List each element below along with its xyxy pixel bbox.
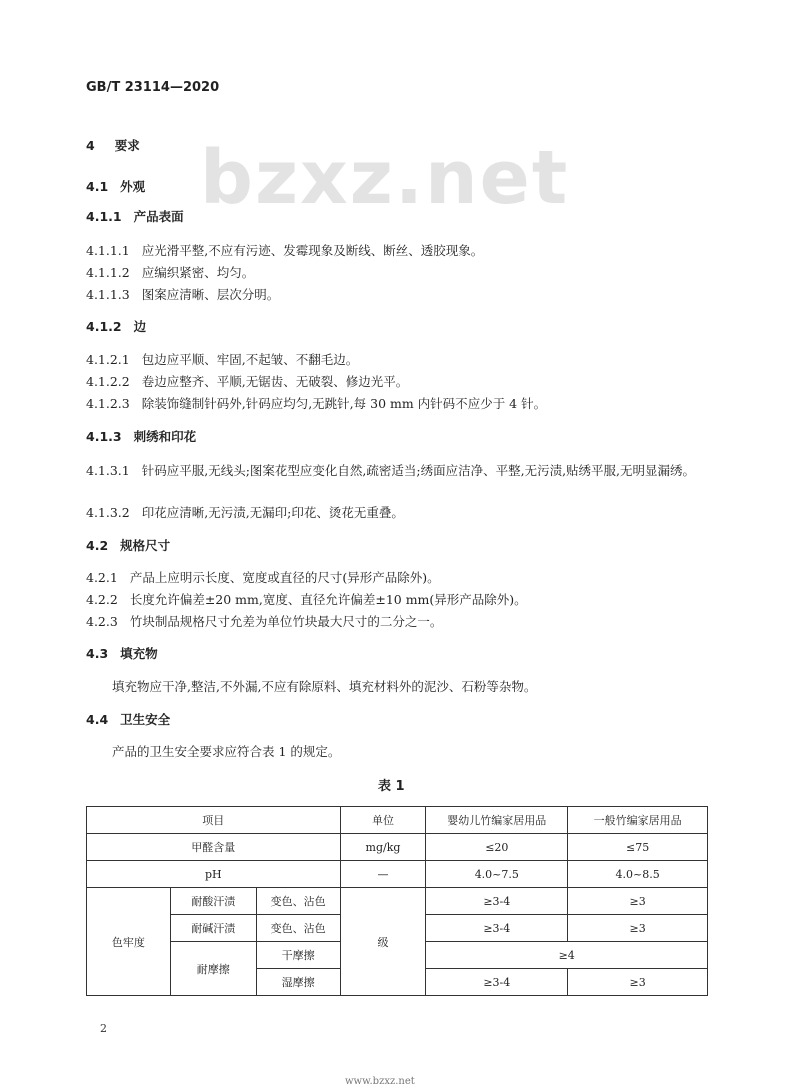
table-caption: 表 1 <box>378 779 405 794</box>
requirements-table <box>86 806 708 996</box>
cell-subitem: 耐酸汗渍 <box>170 888 256 915</box>
clause-number: 4.2.2 <box>86 592 118 607</box>
table-row <box>87 861 708 888</box>
header-unit: 单位 <box>340 807 426 834</box>
paragraph: 填充物应干净,整洁,不外漏,不应有除原料、填充材料外的泥沙、石粉等杂物。 <box>112 679 537 694</box>
cell-general: ≥3 <box>568 969 708 996</box>
section-heading <box>86 178 145 196</box>
cell-general: 4.0~8.5 <box>568 861 708 888</box>
clause-text: 印花应清晰,无污渍,无漏印;印花、烫花无重叠。 <box>141 505 404 520</box>
paragraph: 产品的卫生安全要求应符合表 1 的规定。 <box>112 744 341 759</box>
clause <box>86 264 254 282</box>
section-title: 填充物 <box>120 646 158 661</box>
section-heading <box>86 428 196 446</box>
clause <box>86 504 404 522</box>
section-number: 4 <box>86 138 95 153</box>
clause-number: 4.1.3.1 <box>86 463 130 478</box>
clause <box>86 351 358 369</box>
table-row <box>87 834 708 861</box>
section-number: 4.2 <box>86 538 109 553</box>
cell-general: ≥3 <box>568 915 708 942</box>
section-title: 要求 <box>114 138 140 153</box>
clause-text: 应编织紧密、均匀。 <box>141 265 255 280</box>
section-heading <box>86 137 140 155</box>
clause-number: 4.1.1.2 <box>86 265 130 280</box>
clause <box>86 591 527 609</box>
cell-infant: ≥3-4 <box>426 915 568 942</box>
clause-text: 除装饰缝制针码外,针码应均匀,无跳针,每 30 mm 内针码不应少于 4 针。 <box>141 396 547 411</box>
clause-number: 4.1.2.1 <box>86 352 130 367</box>
clause <box>86 460 706 482</box>
cell-subitem-detail: 湿摩擦 <box>256 969 340 996</box>
clause-number: 4.1.2.2 <box>86 374 130 389</box>
cell-item: 甲醛含量 <box>87 834 341 861</box>
section-number: 4.1.2 <box>86 319 122 334</box>
clause-number: 4.2.1 <box>86 570 118 585</box>
clause-text: 产品上应明示长度、宽度或直径的尺寸(异形产品除外)。 <box>129 570 440 585</box>
cell-infant: ≥3-4 <box>426 888 568 915</box>
section-heading <box>86 645 158 663</box>
cell-subitem: 耐碱汗渍 <box>170 915 256 942</box>
cell-infant: 4.0~7.5 <box>426 861 568 888</box>
table-header-row <box>87 807 708 834</box>
clause-number: 4.1.1.3 <box>86 287 130 302</box>
header-item: 项目 <box>87 807 341 834</box>
cell-general: ≤75 <box>568 834 708 861</box>
clause-text: 包边应平顺、牢固,不起皱、不翻毛边。 <box>141 352 359 367</box>
clause <box>86 286 279 304</box>
cell-combined: ≥4 <box>426 942 708 969</box>
footer-watermark: www.bzxz.net <box>345 1076 415 1087</box>
clause <box>86 395 546 413</box>
cell-item: 色牢度 <box>87 888 171 996</box>
section-heading <box>86 318 146 336</box>
clause-number: 4.1.2.3 <box>86 396 130 411</box>
cell-subitem-detail: 干摩擦 <box>256 942 340 969</box>
cell-general: ≥3 <box>568 888 708 915</box>
section-title: 外观 <box>120 179 146 194</box>
cell-item: pH <box>87 861 341 888</box>
section-heading <box>86 537 170 555</box>
header-infant: 婴幼儿竹编家居用品 <box>426 807 568 834</box>
cell-subitem: 耐摩擦 <box>170 942 256 996</box>
clause-text: 图案应清晰、层次分明。 <box>141 287 280 302</box>
clause-number: 4.2.3 <box>86 614 118 629</box>
cell-unit: 级 <box>340 888 426 996</box>
section-title: 规格尺寸 <box>120 538 171 553</box>
cell-infant: ≤20 <box>426 834 568 861</box>
cell-unit: mg/kg <box>340 834 426 861</box>
section-title: 边 <box>133 319 147 334</box>
section-title: 产品表面 <box>133 209 184 224</box>
header-general: 一般竹编家居用品 <box>568 807 708 834</box>
section-number: 4.4 <box>86 712 109 727</box>
clause <box>86 613 442 631</box>
clause-text: 长度允许偏差±20 mm,宽度、直径允许偏差±10 mm(异形产品除外)。 <box>129 592 527 607</box>
clause-number: 4.1.3.2 <box>86 505 130 520</box>
section-number: 4.1 <box>86 179 109 194</box>
clause-text: 应光滑平整,不应有污迹、发霉现象及断线、断丝、透胶现象。 <box>141 243 484 258</box>
section-title: 卫生安全 <box>120 712 171 727</box>
section-heading <box>86 711 170 729</box>
section-number: 4.1.1 <box>86 209 122 224</box>
section-number: 4.1.3 <box>86 429 122 444</box>
page-number: 2 <box>100 1022 107 1035</box>
section-heading <box>86 208 184 226</box>
cell-subitem-detail: 变色、沾色 <box>256 915 340 942</box>
watermark: bzxz.net <box>200 135 570 221</box>
clause <box>86 569 440 587</box>
standard-code: GB/T 23114—2020 <box>86 80 220 95</box>
cell-unit: — <box>340 861 426 888</box>
clause <box>86 242 483 260</box>
clause <box>86 373 408 391</box>
clause-number: 4.1.1.1 <box>86 243 130 258</box>
cell-subitem-detail: 变色、沾色 <box>256 888 340 915</box>
clause-text: 针码应平服,无线头;图案花型应变化自然,疏密适当;绣面应洁净、平整,无污渍,贴绣平服,无明显漏绣。 <box>141 463 696 478</box>
section-title: 刺绣和印花 <box>133 429 197 444</box>
table-row <box>87 888 708 915</box>
section-number: 4.3 <box>86 646 109 661</box>
clause-text: 竹块制品规格尺寸允差为单位竹块最大尺寸的二分之一。 <box>129 614 443 629</box>
clause-text: 卷边应整齐、平顺,无锯齿、无破裂、修边光平。 <box>141 374 409 389</box>
cell-infant: ≥3-4 <box>426 969 568 996</box>
